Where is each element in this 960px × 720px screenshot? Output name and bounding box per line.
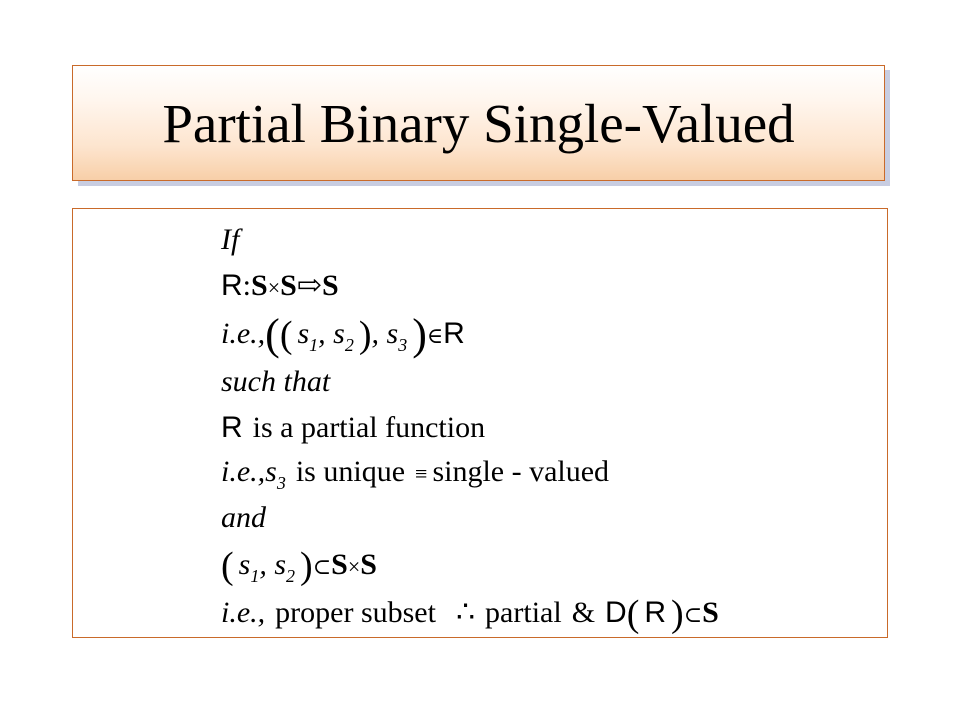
close-paren-outer: ) — [412, 310, 427, 359]
line-such-that — [221, 367, 330, 397]
s3-subscript: 3 — [398, 335, 408, 355]
s2-subscript: 2 — [344, 335, 354, 355]
slide-title: Partial Binary Single-Valued — [162, 92, 795, 154]
line-partial-function — [221, 413, 485, 443]
line-ordered-triple: i.e.,(( $s_1$, $s_2$ ), $s_3$ )∈R — [221, 310, 465, 359]
ampersand-symbol: & — [571, 596, 596, 629]
set-symbol-b: S — [360, 548, 377, 581]
therefore-symbol: ∴ — [455, 596, 476, 629]
close-paren-inner: ) — [358, 314, 372, 356]
partial-text: partial — [485, 596, 562, 629]
if-text: If — [221, 223, 240, 256]
arrow-symbol: ⇨ — [296, 269, 322, 302]
such-that-text: such that — [221, 365, 331, 398]
set-symbol-a: S — [331, 548, 348, 581]
equivalence-symbol: ≡ — [415, 461, 428, 486]
open-paren: ( — [221, 545, 234, 587]
element-of-symbol: ∈ — [426, 323, 444, 348]
s2-var: s — [274, 548, 287, 581]
proper-subset-text: proper subset — [275, 596, 436, 629]
line-proper-subset — [221, 595, 719, 633]
set-symbol-c: S — [321, 269, 339, 302]
s3-var: s — [386, 317, 399, 350]
ie-label: i.e., — [221, 596, 266, 629]
open-paren-inner: ( — [279, 314, 293, 356]
open-paren-outer: ( — [265, 310, 280, 359]
s3-var: s — [265, 455, 277, 488]
times-symbol: × — [267, 275, 281, 300]
single-valued-text: single - valued — [432, 455, 610, 488]
ie-label: i.e., — [221, 317, 266, 350]
colon-symbol: : — [242, 269, 252, 302]
domain-symbol: D — [605, 596, 627, 629]
s1-var: s — [238, 548, 251, 581]
line-relation-definition — [221, 271, 339, 301]
and-text: and — [221, 501, 266, 534]
partial-function-text: is a partial function — [252, 411, 486, 444]
line-if — [221, 225, 239, 255]
line-pair-subset: ( $s_1$, $s_2$ )⊂S×S — [221, 545, 377, 587]
subset-symbol: ⊂ — [312, 554, 332, 579]
set-symbol-b: S — [280, 269, 297, 302]
s2-subscript: 2 — [286, 566, 296, 586]
line-unique — [221, 457, 609, 492]
content-box — [72, 208, 888, 638]
s1-subscript: 1 — [309, 335, 319, 355]
set-symbol-a: S — [251, 269, 268, 302]
open-paren: ( — [626, 593, 640, 635]
relation-symbol: R — [221, 411, 243, 444]
s2-var: s — [333, 317, 345, 350]
relation-symbol: R — [221, 269, 243, 302]
ie-label: i.e., — [221, 455, 266, 488]
s1-var: s — [297, 317, 310, 350]
close-paren: ) — [671, 593, 684, 635]
is-unique-text: is unique — [295, 455, 406, 488]
s3-subscript: 3 — [276, 473, 286, 493]
relation-symbol: R — [644, 596, 667, 629]
title-box — [72, 65, 885, 181]
s1-subscript: 1 — [250, 566, 260, 586]
set-symbol: S — [702, 596, 719, 629]
close-paren: ) — [300, 545, 313, 587]
line-and — [221, 503, 266, 533]
times-symbol: × — [347, 554, 361, 579]
subset-symbol: ⊂ — [683, 602, 703, 627]
relation-symbol: R — [443, 317, 465, 350]
